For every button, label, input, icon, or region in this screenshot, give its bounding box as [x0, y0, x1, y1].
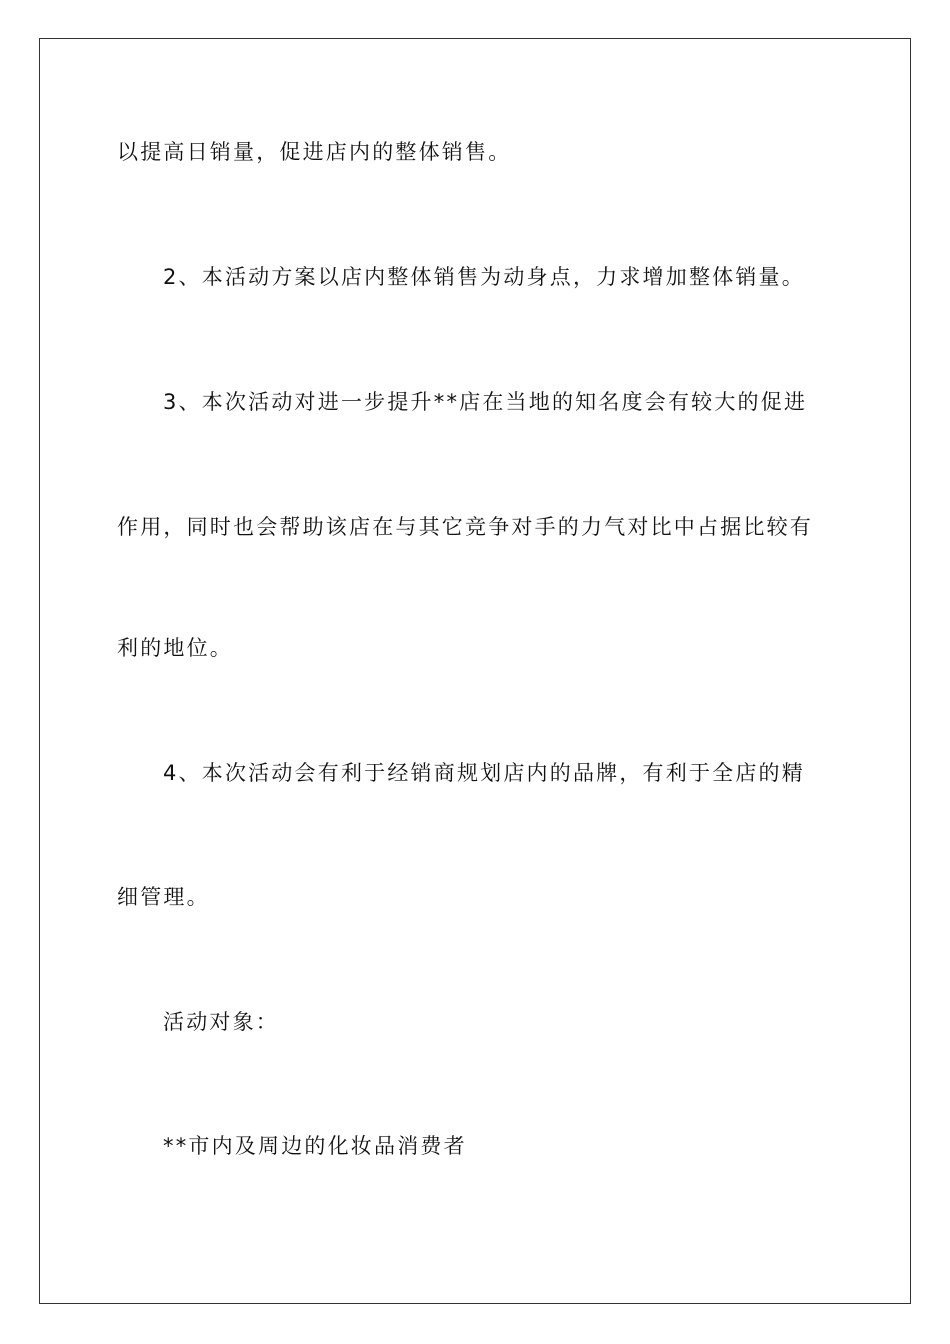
paragraph-1-line-1: 以提高日销量，促进店内的整体销售。 [117, 140, 512, 164]
paragraph-3-line-1: 3、本次活动对进一步提升**店在当地的知名度会有较大的促进 [163, 390, 808, 414]
paragraph-4-line-1: 4、本次活动会有利于经销商规划店内的品牌，有利于全店的精 [163, 761, 805, 785]
paragraph-4-line-2: 细管理。 [117, 885, 210, 909]
paragraph-3-line-2: 作用，同时也会帮助该店在与其它竞争对手的力气对比中占据比较有 [117, 515, 813, 539]
paragraph-3-line-3: 利的地位。 [117, 636, 233, 660]
section-heading-activity-target: 活动对象： [163, 1010, 279, 1034]
activity-target-text: **市内及周边的化妆品消费者 [163, 1134, 467, 1158]
paragraph-2-line-1: 2、本活动方案以店内整体销售为动身点，力求增加整体销量。 [163, 265, 805, 289]
page-border [39, 38, 911, 1304]
